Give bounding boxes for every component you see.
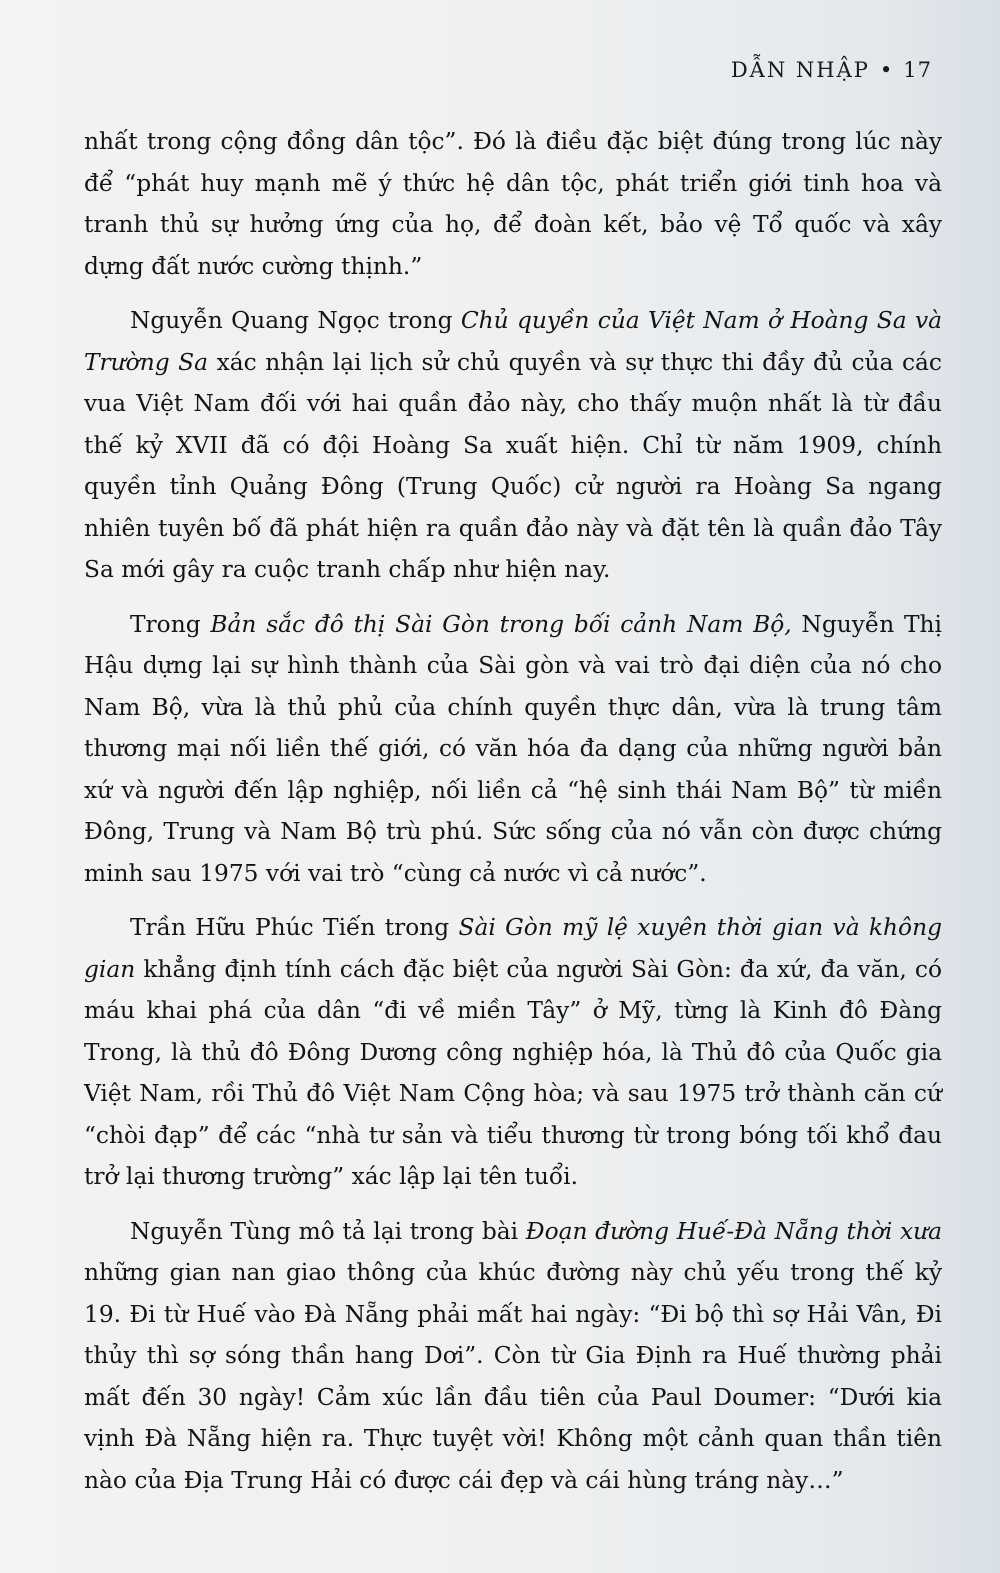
book-title-ban-sac: Bản sắc đô thị Sài Gòn trong bối cảnh Nam Bộ,	[210, 610, 792, 638]
paragraph-continuation	[84, 121, 942, 287]
paragraph-text: xác nhận lại lịch sử chủ quyền và sự thực thi đầy đủ của các vua Việt Nam đối với hai quần đảo này, cho thấy muộn nhất là từ đầu thế kỷ XVII đã có đội Hoàng Sa xuất hiện. Chỉ từ năm 1909, chính quyền tỉnh Quảng Đông (Trung Quốc) cử người ra Hoàng Sa ngang nhiên tuyên bố đã phát hiện ra quần đảo này và đặt tên là quần đảo Tây Sa mới gây ra cuộc tranh chấp như hiện nay.	[84, 348, 942, 583]
paragraph-hoang-sa	[84, 300, 942, 591]
paragraph-text: Nguyễn Tùng mô tả lại trong bài	[130, 1217, 526, 1245]
paragraph-text: khẳng định tính cách đặc biệt của người Sài Gòn: đa xứ, đa văn, có máu khai phá của dân “đi về miền Tây” ở Mỹ, từng là Kinh đô Đàng Trong, là thủ đô Đông Dương công nghiệp hóa, là Thủ đô của Quốc gia Việt Nam, rồi Thủ đô Việt Nam Cộng hòa; và sau 1975 trở thành căn cứ “chòi đạp” để các “nhà tư sản và tiểu thương từ trong bóng tối khổ đau trở lại thương trường” xác lập lại tên tuổi.	[84, 955, 942, 1190]
paragraph-hue-da-nang	[84, 1211, 942, 1502]
paragraph-text: những gian nan giao thông của khúc đường này chủ yếu trong thế kỷ 19. Đi từ Huế vào Đà Nẵng phải mất hai ngày: “Đi bộ thì sợ Hải Vân, Đi thủy thì sợ sóng thần hang Dơi”. Còn từ Gia Định ra Huế thường phải mất đến 30 ngày! Cảm xúc lần đầu tiên của Paul Doumer: “Dưới kia vịnh Đà Nẵng hiện ra. Thực tuyệt vời! Không một cảnh quan thần tiên nào của Địa Trung Hải có được cái đẹp và cái hùng tráng này…”	[84, 1259, 942, 1494]
running-header	[731, 58, 932, 82]
paragraph-text: Trong	[130, 610, 211, 638]
book-title-hue-da-nang: Đoạn đường Huế-Đà Nẵng thời xưa	[525, 1217, 942, 1245]
paragraph-text: nhất trong cộng đồng dân tộc”. Đó là điều đặc biệt đúng trong lúc này để “phát huy mạnh mẽ ý thức hệ dân tộc, phát triển giới tinh hoa và tranh thủ sự hưởng ứng của họ, để đoàn kết, bảo vệ Tổ quốc và xây dựng đất nước cường thịnh.”	[84, 128, 942, 280]
book-title-sai-gon: Sài Gòn mỹ lệ xuyên thời gian và không gian	[84, 914, 942, 983]
page-number: 17	[903, 58, 932, 82]
section-title: DẪN NHẬP	[730, 58, 870, 82]
paragraph-ban-sac	[84, 604, 942, 895]
book-title-chu-quyen: Chủ quyền của Việt Nam ở Hoàng Sa và Trường Sa	[84, 307, 943, 376]
paragraph-text: Nguyễn Quang Ngọc trong	[130, 307, 461, 334]
header-separator: •	[879, 58, 894, 82]
body-text	[84, 121, 942, 1501]
paragraph-sai-gon	[84, 907, 942, 1198]
paragraph-text: Nguyễn Thị Hậu dựng lại sự hình thành của Sài gòn và vai trò đại diện của nó cho Nam Bộ, vừa là thủ phủ của chính quyền thực dân, vừa là trung tâm thương mại nối liền thế giới, có văn hóa đa dạng của những người bản xứ và người đến lập nghiệp, nối liền cả “hệ sinh thái Nam Bộ” từ miền Đông, Trung và Nam Bộ trù phú. Sức sống của nó vẫn còn được chứng minh sau 1975 với vai trò “cùng cả nước vì cả nước”.	[84, 610, 942, 887]
paragraph-text: Trần Hữu Phúc Tiến trong	[130, 914, 459, 941]
